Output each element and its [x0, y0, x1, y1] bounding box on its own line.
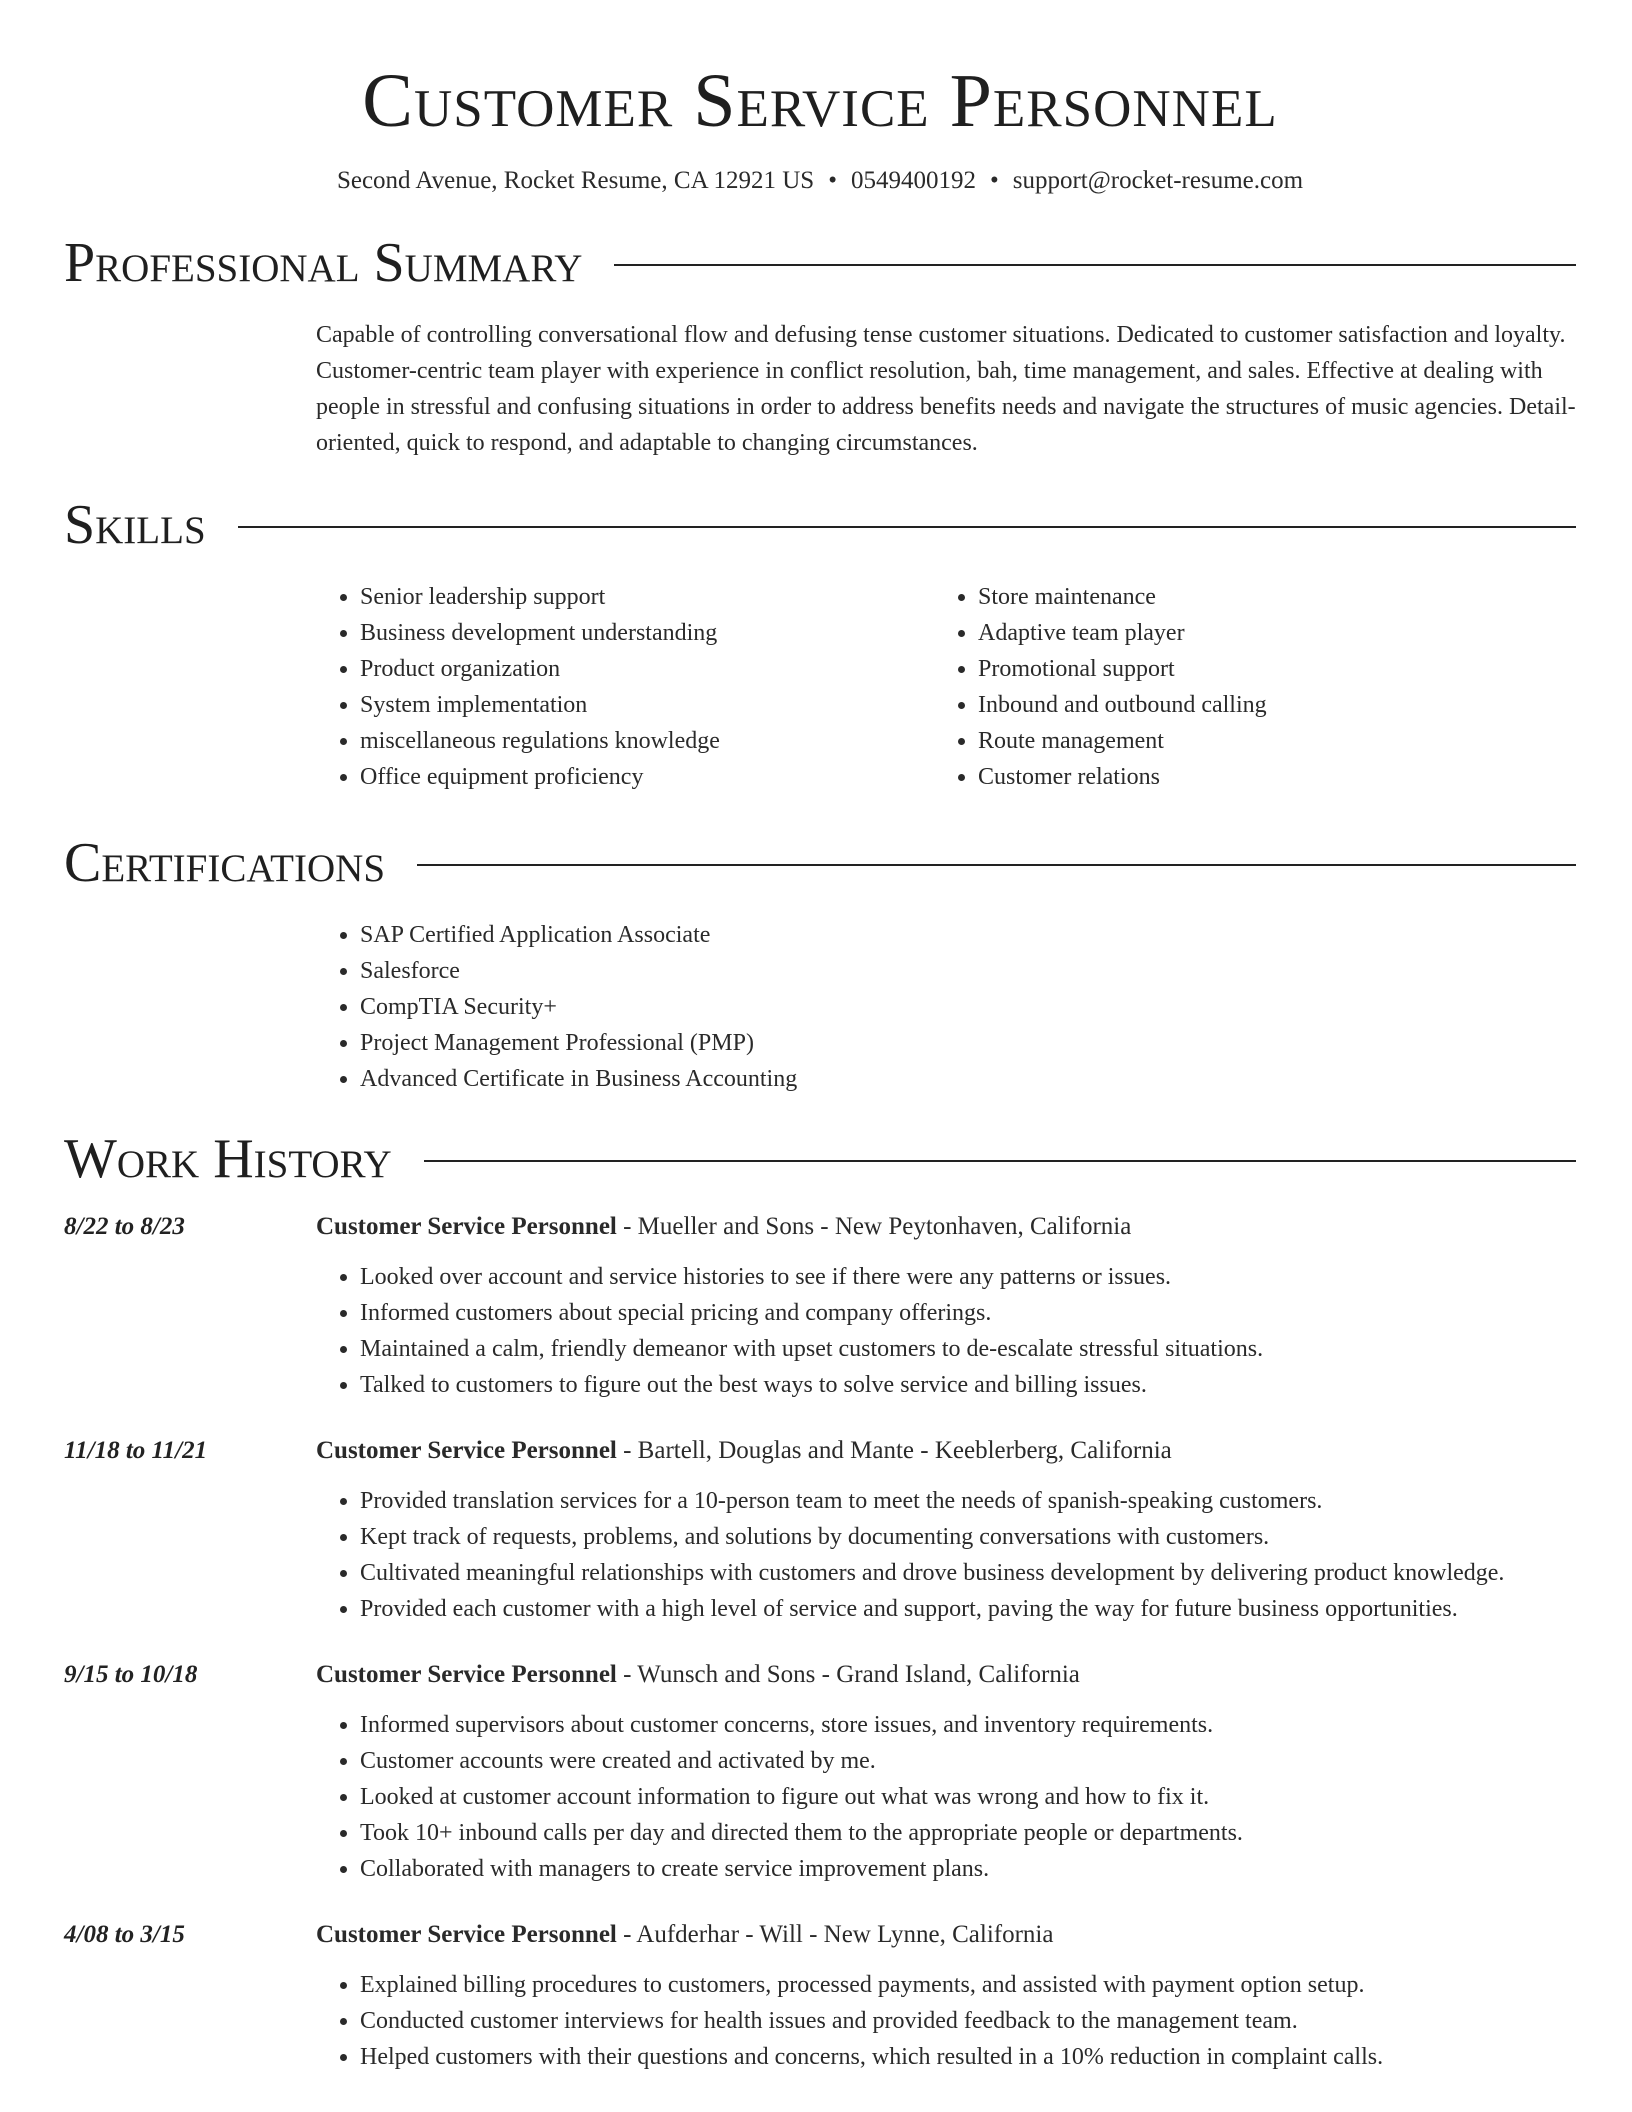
skill-item: • Senior leadership support: [360, 579, 934, 615]
job-date: 8/22 to 8/23: [64, 1213, 185, 1241]
contact-separator: •: [989, 167, 999, 195]
job-employer-location: - Mueller and Sons - New Peytonhaven, California: [616, 1213, 1132, 1241]
job-header: [64, 1437, 1576, 1465]
contact-separator: •: [828, 167, 837, 195]
job-entry: [64, 1437, 1576, 1627]
job-bullets: [316, 1259, 1576, 1403]
job-employer-location: - Aufderhar - Will - New Lynne, California: [616, 1921, 1054, 1949]
job-bullet: • Looked over account and service histories to see if there were any patterns or issues.: [360, 1259, 1576, 1295]
skills-grid: [316, 579, 1576, 795]
certification-item: • SAP Certified Application Associate: [360, 917, 1576, 953]
certification-item: • CompTIA Security+: [360, 989, 1576, 1025]
job-bullet: • Customer accounts were created and activated by me.: [360, 1743, 1576, 1779]
candidate-name: Customer Service Personnel: [362, 59, 1278, 143]
skill-item: • Office equipment proficiency: [360, 759, 934, 795]
job-date: 11/18 to 11/21: [64, 1437, 208, 1465]
job-date: 4/08 to 3/15: [64, 1921, 185, 1949]
contact-address: Second Avenue, Rocket Resume, CA 12921 US: [336, 167, 815, 195]
section-divider: [238, 526, 1576, 528]
skill-item: • Route management: [978, 723, 1552, 759]
job-bullet: • Looked at customer account information to figure out what was wrong and how to fix it.: [360, 1779, 1576, 1815]
skills-column-left: [316, 579, 934, 795]
job-title: Customer Service Personnel: [316, 1437, 617, 1465]
skill-item: • System implementation: [360, 687, 934, 723]
job-bullet: • Conducted customer interviews for health issues and provided feedback to the management team.: [360, 2003, 1576, 2039]
skill-item: • Business development understanding: [360, 615, 934, 651]
section-divider: [424, 1160, 1576, 1162]
skill-item: • Adaptive team player: [978, 615, 1552, 651]
job-bullet: • Informed supervisors about customer concerns, store issues, and inventory requirements.: [360, 1707, 1576, 1743]
certifications-section-header: [64, 832, 1576, 895]
job-position-line: [316, 1213, 1131, 1241]
skills-column-right: [934, 579, 1552, 795]
job-position-line: [316, 1921, 1053, 1949]
job-bullet: • Talked to customers to figure out the best ways to solve service and billing issues.: [360, 1367, 1576, 1403]
skill-item: • Customer relations: [978, 759, 1552, 795]
section-divider: [614, 264, 1576, 266]
job-bullet: • Took 10+ inbound calls per day and directed them to the appropriate people or departments.: [360, 1815, 1576, 1851]
certification-item: • Salesforce: [360, 953, 1576, 989]
contact-line: [64, 167, 1576, 195]
job-header: [64, 1921, 1576, 1949]
job-bullet: • Informed customers about special pricing and company offerings.: [360, 1295, 1576, 1331]
section-divider: [417, 864, 1576, 866]
job-entry: [64, 1213, 1576, 1403]
job-bullet: • Collaborated with managers to create service improvement plans.: [360, 1851, 1576, 1887]
skill-item: • Product organization: [360, 651, 934, 687]
job-header: [64, 1661, 1576, 1689]
skill-item: • Inbound and outbound calling: [978, 687, 1552, 723]
job-bullets: [316, 1707, 1576, 1887]
job-position-line: [316, 1437, 1172, 1465]
job-date: 9/15 to 10/18: [64, 1661, 198, 1689]
summary-text: Capable of controlling conversational flow and defusing tense customer situations. Dedicated to customer satisfaction and loyalty. Customer-centric team player with experience in conflict resolution, bah, time management, and sales. Effective at dealing with people in stressful and confusing situations in order to address benefits needs and navigate the structures of music agencies. Detail-oriented, quick to respond, and adaptable to changing circumstances.: [316, 322, 1576, 457]
contact-email: support@rocket-resume.com: [1012, 167, 1304, 195]
job-bullet: • Provided translation services for a 10-person team to meet the needs of spanish-speaking customers.: [360, 1483, 1576, 1519]
skill-item: • Promotional support: [978, 651, 1552, 687]
work-history-section-header: [64, 1128, 1576, 1191]
skill-item: • Store maintenance: [978, 579, 1552, 615]
job-bullet: • Cultivated meaningful relationships with customers and drove business development by delivering product knowledge.: [360, 1555, 1576, 1591]
resume-page: [64, 0, 1576, 2075]
work-history-section-title: Work History: [64, 1128, 392, 1191]
job-entry: [64, 1661, 1576, 1887]
job-title: Customer Service Personnel: [316, 1661, 617, 1689]
job-bullets: [316, 1483, 1576, 1627]
job-employer-location: - Bartell, Douglas and Mante - Keeblerberg, California: [616, 1437, 1172, 1465]
certifications-list: [316, 917, 1576, 1097]
job-header: [64, 1213, 1576, 1241]
skill-item: • miscellaneous regulations knowledge: [360, 723, 934, 759]
job-title: Customer Service Personnel: [316, 1213, 617, 1241]
summary-section-header: [64, 232, 1576, 295]
certification-item: • Advanced Certificate in Business Accounting: [360, 1061, 1576, 1097]
contact-phone: 0549400192: [850, 167, 976, 195]
job-bullet: • Provided each customer with a high level of service and support, paving the way for future business opportunities.: [360, 1591, 1576, 1627]
job-bullet: • Kept track of requests, problems, and solutions by documenting conversations with customers.: [360, 1519, 1576, 1555]
job-bullet: • Explained billing procedures to customers, processed payments, and assisted with payment option setup.: [360, 1967, 1576, 2003]
job-bullet: • Maintained a calm, friendly demeanor with upset customers to de-escalate stressful situations.: [360, 1331, 1576, 1367]
skills-section-title: Skills: [64, 494, 206, 557]
job-position-line: [316, 1661, 1080, 1689]
summary-section-title: Professional Summary: [64, 232, 583, 295]
certification-item: • Project Management Professional (PMP): [360, 1025, 1576, 1061]
job-bullet: • Helped customers with their questions and concerns, which resulted in a 10% reduction in complaint calls.: [360, 2039, 1576, 2075]
certifications-section-title: Certifications: [64, 832, 386, 895]
job-bullets: [316, 1967, 1576, 2075]
job-employer-location: - Wunsch and Sons - Grand Island, California: [616, 1661, 1080, 1689]
skills-section-header: [64, 494, 1576, 557]
job-title: Customer Service Personnel: [316, 1921, 617, 1949]
job-entry: [64, 1921, 1576, 2075]
